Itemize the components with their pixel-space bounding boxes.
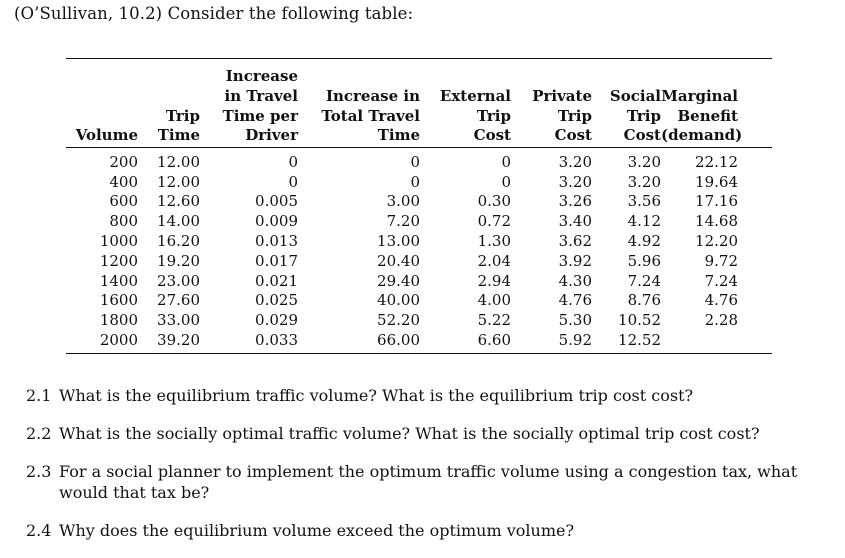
table-cell: 0.005 — [255, 192, 298, 211]
table-cell: 0.009 — [255, 212, 298, 231]
column-header-line: Trip — [165, 106, 200, 125]
column-header — [661, 87, 748, 147]
table-cell: 3.00 — [386, 192, 420, 211]
table-cell: 2.04 — [477, 251, 511, 270]
column-header-line: External — [439, 86, 511, 105]
column-header-line: Social — [609, 86, 661, 105]
table-cell: 0 — [410, 172, 420, 191]
table-cell: 5.30 — [558, 311, 592, 330]
table-cell: 12.00 — [157, 172, 200, 191]
question-item — [26, 520, 836, 541]
question-number: 2.3 — [26, 462, 52, 481]
table-cell: 23.00 — [157, 271, 200, 290]
table-cell: 66.00 — [377, 331, 420, 350]
table-cell: 0.017 — [255, 251, 298, 270]
table-cell: 7.24 — [704, 271, 738, 290]
table-cell: 10.52 — [618, 311, 661, 330]
column-header — [511, 87, 592, 147]
column-header-line: Trip — [557, 106, 592, 125]
table-cell: 0 — [501, 172, 511, 191]
table-row — [66, 271, 772, 291]
question-text: For a social planner to implement the optimum traffic volume using a congestion tax, what would that tax be? — [59, 462, 798, 502]
table-cell: 19.20 — [157, 251, 200, 270]
question-item — [26, 461, 836, 503]
table-cell: 3.20 — [627, 172, 661, 191]
table-cell: 5.92 — [558, 331, 592, 350]
table-row — [66, 211, 772, 231]
table-row — [66, 251, 772, 271]
column-header — [298, 87, 420, 147]
table-cell: 14.68 — [695, 212, 738, 231]
table-cell: 4.76 — [704, 291, 738, 310]
table-cell: 3.92 — [558, 251, 592, 270]
table-cell: 1000 — [99, 232, 138, 251]
table-cell: 800 — [109, 212, 138, 231]
column-header-line: in Travel — [224, 86, 298, 105]
table-cell: 0.021 — [255, 271, 298, 290]
table-cell: 8.76 — [627, 291, 661, 310]
question-item — [26, 423, 836, 444]
column-header — [592, 87, 661, 147]
table-cell: 600 — [109, 192, 138, 211]
table-cell: 1400 — [99, 271, 138, 290]
question-text: What is the equilibrium traffic volume? What is the equilibrium trip cost cost? — [59, 386, 694, 405]
table-cell: 29.40 — [377, 271, 420, 290]
table-cell: 3.62 — [558, 232, 592, 251]
column-header-line: Cost — [554, 126, 592, 145]
table-cell: 2000 — [99, 331, 138, 350]
table-cell: 0.013 — [255, 232, 298, 251]
table-cell: 5.96 — [627, 251, 661, 270]
table-cell: 2.28 — [704, 311, 738, 330]
column-header-line: Marginal — [661, 86, 738, 105]
column-header-line: Time — [157, 126, 200, 145]
table-cell: 7.20 — [386, 212, 420, 231]
column-header — [200, 67, 298, 147]
table-row — [66, 310, 772, 330]
table-cell: 3.20 — [627, 152, 661, 171]
column-header-line: Increase in — [325, 86, 420, 105]
table-cell: 1600 — [99, 291, 138, 310]
column-header-line: Trip — [626, 106, 661, 125]
column-header-line: Benefit — [677, 106, 738, 125]
table-cell: 3.56 — [627, 192, 661, 211]
table-cell: 14.00 — [157, 212, 200, 231]
column-header-line: Volume — [75, 126, 138, 145]
table-cell: 3.20 — [558, 172, 592, 191]
table-cell: 27.60 — [157, 291, 200, 310]
table-cell: 200 — [109, 152, 138, 171]
table-row — [66, 152, 772, 172]
column-header-line: Time per — [222, 106, 298, 125]
intro-text: (O’Sullivan, 10.2) Consider the following table: — [14, 4, 414, 23]
table-cell: 3.26 — [558, 192, 592, 211]
table-cell: 4.00 — [477, 291, 511, 310]
table-header-row — [66, 59, 772, 147]
table-cell: 0.72 — [477, 212, 511, 231]
table-cell: 12.52 — [618, 331, 661, 350]
column-header-line: Private — [532, 86, 592, 105]
table-row — [66, 330, 772, 350]
table-cell: 0 — [288, 172, 298, 191]
column-header-line: Cost — [623, 126, 661, 145]
table-cell: 0.30 — [477, 192, 511, 211]
column-header — [420, 87, 511, 147]
column-header-line: Cost — [473, 126, 511, 145]
table-row — [66, 291, 772, 311]
table-cell: 0.033 — [255, 331, 298, 350]
table-cell: 1800 — [99, 311, 138, 330]
column-header-line: Driver — [245, 126, 298, 145]
table-cell: 20.40 — [377, 251, 420, 270]
column-header — [138, 107, 200, 147]
table-cell: 7.24 — [627, 271, 661, 290]
question-text: What is the socially optimal traffic volume? What is the socially optimal trip cost cost? — [59, 424, 760, 443]
table-row — [66, 231, 772, 251]
column-header-line: (demand) — [661, 126, 743, 145]
table-cell: 39.20 — [157, 331, 200, 350]
table-cell: 17.16 — [695, 192, 738, 211]
table-cell: 3.20 — [558, 152, 592, 171]
table-cell: 12.20 — [695, 232, 738, 251]
column-header-line: Time — [377, 126, 420, 145]
table-cell: 0 — [288, 152, 298, 171]
question-number: 2.4 — [26, 521, 52, 540]
table-bottom-rule — [66, 353, 772, 354]
question-list — [26, 385, 836, 558]
table-cell: 16.20 — [157, 232, 200, 251]
column-header-line: Increase — [225, 67, 298, 86]
table-cell: 0 — [410, 152, 420, 171]
table-cell: 1.30 — [477, 232, 511, 251]
question-number: 2.1 — [26, 386, 52, 405]
question-item — [26, 385, 836, 406]
table-row — [66, 192, 772, 212]
table-cell: 4.12 — [627, 212, 661, 231]
table-cell: 19.64 — [695, 172, 738, 191]
table-cell: 12.60 — [157, 192, 200, 211]
table-cell: 12.00 — [157, 152, 200, 171]
table-cell: 0.025 — [255, 291, 298, 310]
table-body — [66, 148, 772, 353]
table-cell: 3.40 — [558, 212, 592, 231]
table-cell: 1200 — [99, 251, 138, 270]
table-cell: 5.22 — [477, 311, 511, 330]
column-header-line: Total Travel — [321, 106, 420, 125]
table-cell: 400 — [109, 172, 138, 191]
table-row — [66, 172, 772, 192]
table-cell: 2.94 — [477, 271, 511, 290]
table-cell: 0 — [501, 152, 511, 171]
table-cell: 4.30 — [558, 271, 592, 290]
table-cell: 33.00 — [157, 311, 200, 330]
table-cell: 9.72 — [704, 251, 738, 270]
column-header-line: Trip — [476, 106, 511, 125]
table-cell: 4.92 — [627, 232, 661, 251]
table-cell: 22.12 — [695, 152, 738, 171]
column-header — [66, 126, 138, 147]
table-cell: 40.00 — [377, 291, 420, 310]
table-cell: 4.76 — [558, 291, 592, 310]
table-cell: 13.00 — [377, 232, 420, 251]
table-cell: 52.20 — [377, 311, 420, 330]
traffic-table — [66, 58, 772, 354]
question-number: 2.2 — [26, 424, 52, 443]
question-text: Why does the equilibrium volume exceed the optimum volume? — [59, 521, 575, 540]
table-cell: 0.029 — [255, 311, 298, 330]
table-cell: 6.60 — [477, 331, 511, 350]
